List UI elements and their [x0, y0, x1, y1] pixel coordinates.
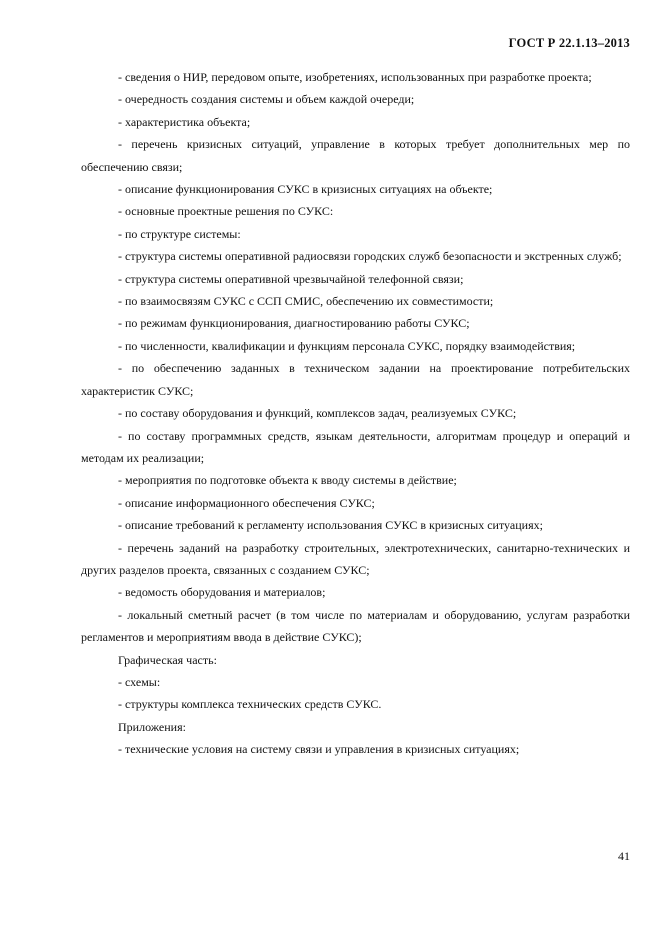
list-item: - по взаимосвязям СУКС с ССП СМИС, обеспечению их совместимости; — [118, 294, 494, 309]
list-item: - мероприятия по подготовке объекта к вводу системы в действие; — [118, 473, 457, 488]
list-item: - по составу оборудования и функций, комплексов задач, реализуемых СУКС; — [118, 406, 517, 421]
section-heading-graphic-part: Графическая часть: — [118, 652, 217, 667]
list-item: - по численности, квалификации и функциям персонала СУКС, порядку взаимодействия; — [118, 338, 576, 353]
list-item: - описание информационного обеспечения СУКС; — [118, 495, 375, 510]
list-item: - по режимам функционирования, диагностированию работы СУКС; — [118, 316, 470, 331]
list-item: - ведомость оборудования и материалов; — [118, 585, 326, 600]
list-item: - очередность создания системы и объем каждой очереди; — [118, 92, 415, 107]
list-item: - перечень кризисных ситуаций, управление в которых требует дополнительных мер по обеспечению связи; — [81, 137, 630, 174]
list-item: - по обеспечению заданных в техническом задании на проектирование потребительских характеристик СУКС; — [81, 361, 630, 398]
list-item: - по составу программных средств, языкам деятельности, алгоритмам процедур и операций и методам их реализации; — [81, 428, 630, 465]
list-item: - структуры комплекса технических средств СУКС. — [118, 697, 382, 712]
list-item: - характеристика объекта; — [118, 114, 251, 129]
page-number: 41 — [618, 849, 630, 863]
list-item: - структура системы оперативной радиосвязи городских служб безопасности и экстренных служб; — [118, 249, 622, 264]
list-item: - локальный сметный расчет (в том числе по материалам и оборудованию, услугам разработки регламентов и мероприятиям ввода в действие СУКС); — [81, 607, 630, 645]
list-item: - описание требований к регламенту использования СУКС в кризисных ситуациях; — [118, 518, 543, 533]
list-item: - структура системы оперативной чрезвычайной телефонной связи; — [118, 271, 464, 286]
list-item: - технические условия на систему связи и управления в кризисных ситуациях; — [118, 742, 520, 757]
list-item: - сведения о НИР, передовом опыте, изобретениях, использованных при разработке проекта; — [118, 70, 592, 84]
standard-code-header: ГОСТ Р 22.1.13–2013 — [508, 36, 630, 50]
list-item: - по структуре системы: — [118, 226, 241, 241]
section-heading-appendices: Приложения: — [118, 719, 186, 734]
list-item: - схемы: — [118, 674, 161, 689]
list-item: - описание функционирования СУКС в кризисных ситуациях на объекте; — [118, 182, 493, 197]
list-item: - основные проектные решения по СУКС: — [118, 204, 334, 219]
document-body — [81, 66, 630, 761]
list-item: - перечень заданий на разработку строительных, электротехнических, санитарно-технических и других разделов проекта, связанных с созданием СУКС; — [81, 540, 630, 577]
